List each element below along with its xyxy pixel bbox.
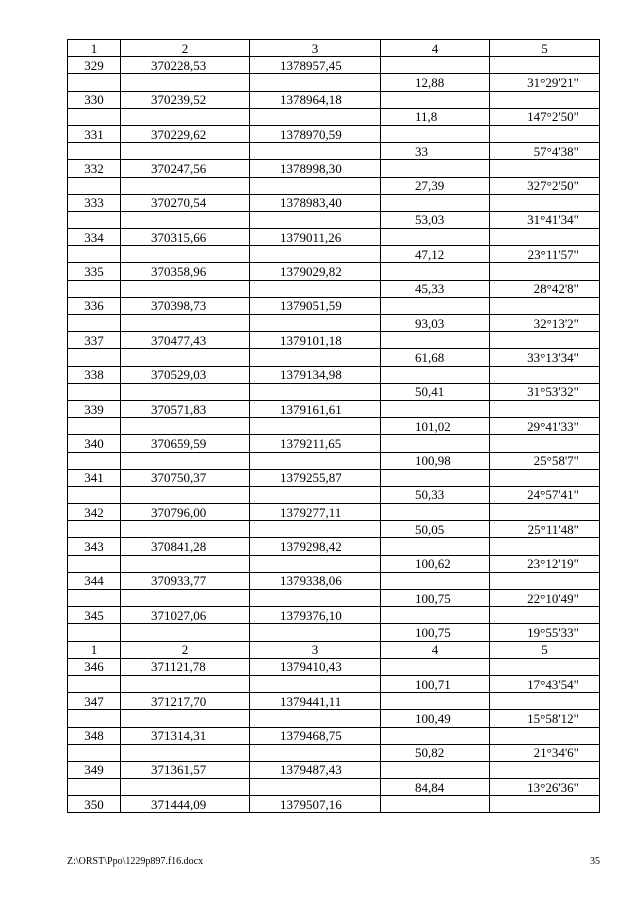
table-cell: 1379441,11: [250, 693, 381, 710]
table-row: [68, 160, 600, 177]
table-cell: [490, 57, 600, 74]
page-footer: [67, 856, 600, 867]
table-cell: 334: [68, 229, 121, 246]
table-cell: [490, 727, 600, 744]
table-cell: 1378983,40: [250, 194, 381, 211]
table-cell: 345: [68, 607, 121, 624]
table-row: [68, 521, 600, 538]
table-cell: [121, 349, 250, 366]
table-cell: 61,68: [381, 349, 490, 366]
table-row: [68, 246, 600, 263]
table-cell: 47,12: [381, 246, 490, 263]
table-cell: 337: [68, 332, 121, 349]
table-cell: 33: [381, 143, 490, 160]
table-row: [68, 486, 600, 503]
table-cell: [250, 108, 381, 125]
table-cell: 335: [68, 263, 121, 280]
table-cell: 370239,52: [121, 91, 250, 108]
table-row: [68, 57, 600, 74]
table-cell: [490, 469, 600, 486]
table-cell: [250, 74, 381, 91]
table-cell: 17°43'54": [490, 675, 600, 692]
table-cell: [121, 744, 250, 761]
table-cell: [250, 246, 381, 263]
table-cell: 27,39: [381, 177, 490, 194]
table-row: [68, 383, 600, 400]
table-cell: 370398,73: [121, 297, 250, 314]
table-cell: [381, 607, 490, 624]
table-cell: [381, 194, 490, 211]
table-cell: [121, 555, 250, 572]
table-cell: 15°58'12": [490, 710, 600, 727]
table-cell: [490, 796, 600, 813]
table-cell: 370841,28: [121, 538, 250, 555]
table-cell: 1379298,42: [250, 538, 381, 555]
table-row: [68, 297, 600, 314]
column-header: 1: [68, 641, 121, 658]
table-cell: [250, 521, 381, 538]
table-cell: [250, 486, 381, 503]
table-cell: 340: [68, 435, 121, 452]
table-row: [68, 194, 600, 211]
table-cell: [381, 297, 490, 314]
table-cell: 1379051,59: [250, 297, 381, 314]
table-cell: [490, 572, 600, 589]
table-cell: [68, 143, 121, 160]
table-cell: [121, 675, 250, 692]
table-cell: 336: [68, 297, 121, 314]
table-cell: 350: [68, 796, 121, 813]
coordinates-table: [67, 39, 600, 813]
table-cell: [250, 555, 381, 572]
table-cell: [250, 143, 381, 160]
table-cell: [381, 91, 490, 108]
table-cell: [381, 727, 490, 744]
table-cell: [250, 675, 381, 692]
table-cell: 370933,77: [121, 572, 250, 589]
table-cell: 370796,00: [121, 504, 250, 521]
table-cell: [381, 229, 490, 246]
table-cell: 50,33: [381, 486, 490, 503]
table-row: [68, 74, 600, 91]
table-cell: 22°10'49": [490, 590, 600, 607]
table-cell: [250, 383, 381, 400]
table-cell: 100,71: [381, 675, 490, 692]
table-cell: [381, 796, 490, 813]
table-cell: [121, 779, 250, 796]
table-cell: [381, 504, 490, 521]
document-path: Z:\ORST\Ppo\1229p897.f16.docx: [67, 856, 204, 867]
table-cell: 1379029,82: [250, 263, 381, 280]
table-cell: [490, 125, 600, 142]
table-cell: [490, 435, 600, 452]
table-cell: [490, 761, 600, 778]
column-header: 5: [490, 40, 600, 57]
table-cell: 343: [68, 538, 121, 555]
table-cell: 370571,83: [121, 400, 250, 417]
table-cell: [490, 538, 600, 555]
table-cell: [250, 418, 381, 435]
table-row: [68, 744, 600, 761]
table-cell: [490, 91, 600, 108]
table-row: [68, 125, 600, 142]
table-cell: [68, 246, 121, 263]
table-row: [68, 658, 600, 675]
table-cell: 330: [68, 91, 121, 108]
table-cell: 1379376,10: [250, 607, 381, 624]
table-cell: 1378998,30: [250, 160, 381, 177]
table-cell: 370529,03: [121, 366, 250, 383]
table-cell: [250, 624, 381, 641]
table-cell: 24°57'41": [490, 486, 600, 503]
table-cell: 25°58'7": [490, 452, 600, 469]
table-cell: 371444,09: [121, 796, 250, 813]
table-cell: 100,75: [381, 590, 490, 607]
table-cell: 31°29'21": [490, 74, 600, 91]
table-cell: 1379134,98: [250, 366, 381, 383]
table-cell: [68, 675, 121, 692]
table-cell: [121, 624, 250, 641]
table-cell: [68, 624, 121, 641]
table-cell: [490, 263, 600, 280]
table-cell: 11,8: [381, 108, 490, 125]
table-cell: 32°13'2": [490, 315, 600, 332]
header-row: [68, 40, 600, 57]
table-row: [68, 572, 600, 589]
page-number: 35: [590, 856, 600, 867]
table-row: [68, 710, 600, 727]
table-cell: 21°34'6": [490, 744, 600, 761]
table-cell: 342: [68, 504, 121, 521]
table-cell: [381, 658, 490, 675]
table-cell: [121, 383, 250, 400]
table-cell: [121, 315, 250, 332]
table-row: [68, 607, 600, 624]
table-cell: [250, 177, 381, 194]
table-cell: 1379338,06: [250, 572, 381, 589]
table-row: [68, 366, 600, 383]
table-row: [68, 469, 600, 486]
table-cell: [250, 280, 381, 297]
table-row: [68, 143, 600, 160]
table-cell: 371361,57: [121, 761, 250, 778]
table-cell: 332: [68, 160, 121, 177]
table-cell: 1378970,59: [250, 125, 381, 142]
table-cell: [381, 57, 490, 74]
table-cell: [68, 590, 121, 607]
table-cell: 84,84: [381, 779, 490, 796]
table-cell: [121, 177, 250, 194]
table-cell: [490, 366, 600, 383]
table-cell: 100,62: [381, 555, 490, 572]
table-cell: [250, 779, 381, 796]
table-cell: 339: [68, 400, 121, 417]
table-cell: 1379468,75: [250, 727, 381, 744]
table-cell: 23°12'19": [490, 555, 600, 572]
table-cell: 1379011,26: [250, 229, 381, 246]
table-cell: [250, 744, 381, 761]
table-cell: 370270,54: [121, 194, 250, 211]
table-cell: [68, 280, 121, 297]
table-cell: [68, 779, 121, 796]
table-cell: [121, 211, 250, 228]
table-cell: 50,41: [381, 383, 490, 400]
column-header: 4: [381, 40, 490, 57]
table-cell: 344: [68, 572, 121, 589]
table-cell: 53,03: [381, 211, 490, 228]
column-header: 1: [68, 40, 121, 57]
table-cell: [121, 486, 250, 503]
table-cell: [121, 710, 250, 727]
table-row: [68, 693, 600, 710]
table-cell: [490, 400, 600, 417]
table-cell: [381, 332, 490, 349]
table-row: [68, 332, 600, 349]
table-row: [68, 435, 600, 452]
table-cell: [68, 452, 121, 469]
table-row: [68, 624, 600, 641]
table-cell: [250, 211, 381, 228]
table-cell: 1379161,61: [250, 400, 381, 417]
table-row: [68, 91, 600, 108]
table-cell: [381, 761, 490, 778]
table-cell: [68, 555, 121, 572]
table-row: [68, 538, 600, 555]
table-cell: [490, 658, 600, 675]
table-cell: [121, 280, 250, 297]
table-cell: 349: [68, 761, 121, 778]
column-header: 2: [121, 641, 250, 658]
table-cell: [121, 590, 250, 607]
table-cell: [381, 572, 490, 589]
table-cell: 1379277,11: [250, 504, 381, 521]
table-cell: 100,98: [381, 452, 490, 469]
table-cell: [68, 177, 121, 194]
table-row: [68, 349, 600, 366]
column-header: 3: [250, 40, 381, 57]
table-cell: [68, 486, 121, 503]
table-cell: 1379211,65: [250, 435, 381, 452]
table-cell: 333: [68, 194, 121, 211]
table-cell: [490, 229, 600, 246]
table-cell: [121, 521, 250, 538]
column-header: 4: [381, 641, 490, 658]
table-cell: 147°2'50": [490, 108, 600, 125]
table-cell: [121, 74, 250, 91]
table-cell: [381, 693, 490, 710]
table-cell: 1378964,18: [250, 91, 381, 108]
table-row: [68, 315, 600, 332]
table-cell: 13°26'36": [490, 779, 600, 796]
table-cell: 348: [68, 727, 121, 744]
table-cell: 23°11'57": [490, 246, 600, 263]
column-header: 2: [121, 40, 250, 57]
table-row: [68, 263, 600, 280]
table-cell: 31°41'34": [490, 211, 600, 228]
table-row: [68, 400, 600, 417]
table-cell: 370228,53: [121, 57, 250, 74]
table-cell: [250, 452, 381, 469]
table-row: [68, 727, 600, 744]
table-row: [68, 555, 600, 572]
table-row: [68, 229, 600, 246]
table-row: [68, 675, 600, 692]
table-cell: [68, 74, 121, 91]
table-cell: [381, 538, 490, 555]
table-cell: [490, 297, 600, 314]
table-cell: 1379101,18: [250, 332, 381, 349]
table-cell: 50,82: [381, 744, 490, 761]
table-cell: 347: [68, 693, 121, 710]
table-cell: [381, 435, 490, 452]
table-row: [68, 280, 600, 297]
table-cell: 1379487,43: [250, 761, 381, 778]
table-cell: 370358,96: [121, 263, 250, 280]
table-cell: 370750,37: [121, 469, 250, 486]
table-cell: 329: [68, 57, 121, 74]
table-row: [68, 761, 600, 778]
table-cell: [381, 400, 490, 417]
table-cell: [121, 108, 250, 125]
table-cell: [490, 504, 600, 521]
table-row: [68, 418, 600, 435]
table-cell: [381, 125, 490, 142]
table-cell: [490, 693, 600, 710]
table-cell: [250, 710, 381, 727]
table-cell: 31°53'32": [490, 383, 600, 400]
table-cell: 19°55'33": [490, 624, 600, 641]
table-row: [68, 108, 600, 125]
table-cell: [121, 418, 250, 435]
table-cell: 1379507,16: [250, 796, 381, 813]
table-cell: [381, 469, 490, 486]
table-row: [68, 779, 600, 796]
table-cell: [381, 263, 490, 280]
table-cell: 371217,70: [121, 693, 250, 710]
table-cell: [490, 160, 600, 177]
table-cell: [250, 590, 381, 607]
header-row: [68, 641, 600, 658]
table-cell: 100,75: [381, 624, 490, 641]
table-row: [68, 504, 600, 521]
table-cell: [490, 607, 600, 624]
table-row: [68, 590, 600, 607]
table-cell: 101,02: [381, 418, 490, 435]
table-cell: [381, 366, 490, 383]
table-cell: [68, 383, 121, 400]
table-cell: [68, 315, 121, 332]
table-cell: 371027,06: [121, 607, 250, 624]
table-row: [68, 796, 600, 813]
table-cell: 327°2'50": [490, 177, 600, 194]
table-row: [68, 177, 600, 194]
table-cell: 371121,78: [121, 658, 250, 675]
table-cell: [250, 349, 381, 366]
table-cell: 371314,31: [121, 727, 250, 744]
table-cell: 370247,56: [121, 160, 250, 177]
table-cell: 370229,62: [121, 125, 250, 142]
table-cell: [68, 521, 121, 538]
table-cell: [68, 418, 121, 435]
table-row: [68, 211, 600, 228]
table-cell: 341: [68, 469, 121, 486]
table-cell: 346: [68, 658, 121, 675]
table-row: [68, 452, 600, 469]
table-cell: 25°11'48": [490, 521, 600, 538]
table-cell: 28°42'8": [490, 280, 600, 297]
table-cell: 57°4'38": [490, 143, 600, 160]
table-cell: 93,03: [381, 315, 490, 332]
table-cell: [250, 315, 381, 332]
column-header: 3: [250, 641, 381, 658]
table-cell: 12,88: [381, 74, 490, 91]
table-cell: [68, 108, 121, 125]
table-cell: 370659,59: [121, 435, 250, 452]
table-cell: 33°13'34": [490, 349, 600, 366]
table-cell: 338: [68, 366, 121, 383]
table-cell: [68, 211, 121, 228]
table-cell: [121, 452, 250, 469]
table-cell: [490, 332, 600, 349]
table-cell: [68, 710, 121, 727]
table-cell: 100,49: [381, 710, 490, 727]
table-cell: 45,33: [381, 280, 490, 297]
table-cell: 1378957,45: [250, 57, 381, 74]
table-cell: 1379255,87: [250, 469, 381, 486]
table-cell: 50,05: [381, 521, 490, 538]
table-cell: [121, 143, 250, 160]
table-cell: [490, 194, 600, 211]
table-cell: 331: [68, 125, 121, 142]
column-header: 5: [490, 641, 600, 658]
table-cell: 1379410,43: [250, 658, 381, 675]
table-cell: [68, 744, 121, 761]
table-cell: [121, 246, 250, 263]
table-cell: [381, 160, 490, 177]
table-cell: 29°41'33": [490, 418, 600, 435]
table-cell: 370477,43: [121, 332, 250, 349]
table-cell: 370315,66: [121, 229, 250, 246]
table-cell: [68, 349, 121, 366]
